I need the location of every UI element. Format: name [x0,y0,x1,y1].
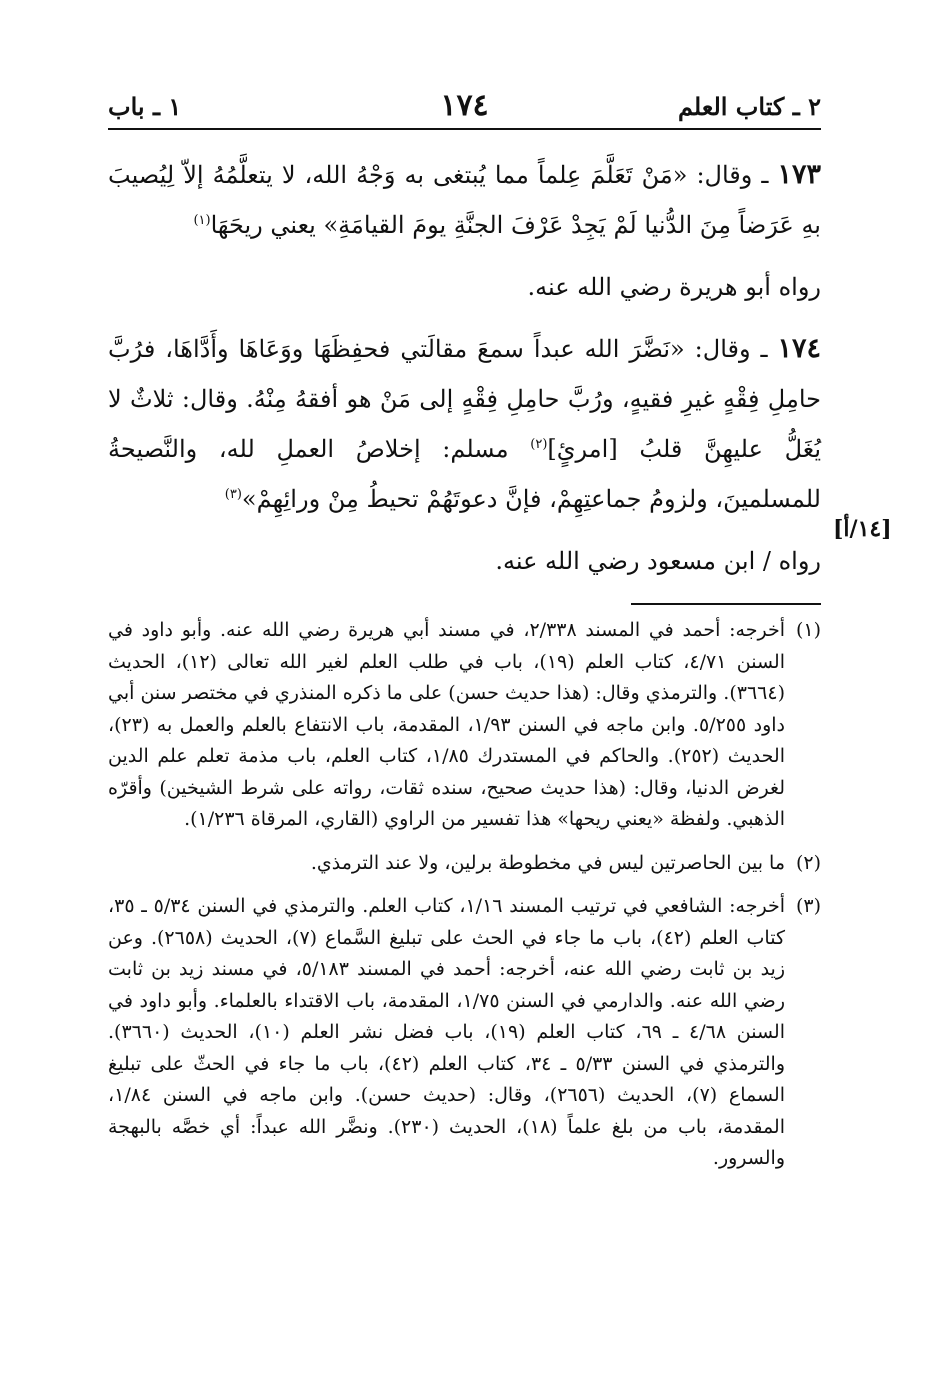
footnote-ref: (١) [193,213,211,228]
hadith-entry-173 [108,150,821,250]
narration-173: رواه أبو هريرة رضي الله عنه. [527,273,821,301]
footnote-2 [108,848,821,880]
footnote-text: ما بين الحاصرتين ليس في مخطوطة برلين، ولا عند الترمذي. [310,851,785,874]
footnote-text: أخرجه: الشافعي في ترتيب المسند ١/١٦، كتاب العلم. والترمذي في السنن ٥/٣٤ ـ ٣٥، كتاب العلم (٤٢)، باب ما جاء في الحث على تبليغ السَّماع (٧)، الحديث (٢٦٥٨). وعن زيد بن ثابت رضي الله عنه، أخرجه: أحمد في المسند ٥/١٨٣، في مسند زيد بن ثابت رضي الله عنه. والدارمي في السنن ١/٧٥، المقدمة، باب الاقتداء بالعلماء. وأبو داود في السنن ٤/٦٨ ـ ٦٩، كتاب العلم (١٩)، باب فضل نشر العلم (١٠)، الحديث (٣٦٦٠). والترمذي في السنن ٥/٣٣ ـ ٣٤، كتاب العلم (٤٢)، باب ما جاء في الحثّ على تبليغ السماع (٧)، الحديث (٢٦٥٦)، وقال: (حديث حسن). وابن ماجه في السنن ١/٨٤، المقدمة، باب من بلغ علماً (١٨)، الحديث (٢٣٠). ونضَّر الله عبداً: أي خصَّه بالبهجة والسرور. [108,895,786,1169]
footnote-number: (١) [795,619,821,641]
footnote-1 [108,615,821,836]
manuscript-folio-marker: [١٤/أ] [833,516,892,542]
hadith-text-continued: مسلم: إخلاصُ العملِ لله، والنَّصيحةُ للمسلمينَ، ولزومُ جماعتِهِمْ، فإنَّ دعوتَهُمْ تحيطُ مِنْ ورائِهِمْ» [108,435,821,513]
footnote-number: (٢) [795,851,821,874]
hadith-entry-174 [108,324,821,524]
footnote-number: (٣) [795,895,821,917]
page-number: ١٧٤ [440,88,489,123]
narration-174: رواه / ابن مسعود رضي الله عنه. [495,547,821,575]
hadith-number: ١٧٣ [777,159,821,190]
footnotes [108,615,821,1187]
footnote-3 [108,891,821,1175]
footnote-separator [631,603,821,605]
footnote-ref: (٣) [224,487,242,502]
main-text [108,150,821,598]
footnote-ref: (٢) [530,437,548,452]
section-title: ١ ـ باب [108,92,182,121]
footnote-text: أخرجه: أحمد في المسند ٢/٣٣٨، في مسند أبي هريرة رضي الله عنه. وأبو داود في السنن ٤/٧١، كتاب العلم (١٩)، باب في طلب العلم لغير الله تعالى (١٢)، الحديث (٣٦٦٤). والترمذي وقال: (هذا حديث حسن) على ما ذكره المنذري في مختصر سنن أبي داود ٥/٢٥٥. وابن ماجه في السنن ١/٩٣، المقدمة، باب الانتفاع بالعلم والعمل به (٢٣)، الحديث (٢٥٢). والحاكم في المستدرك ١/٨٥، كتاب العلم، باب مذمة تعلم علم الدين لغرض الدنيا، وقال: (هذا حديث صحيح، سنده ثقات، رواته على شرط الشيخين) وأقرّه الذهبي. ولفظة «يعني ريحها» هذا تفسير من الراوي (القاري، المرقاة ١/٢٣٦). [108,619,785,830]
hadith-number: ١٧٤ [777,333,821,364]
hadith-text: ـ وقال: «نَضَّرَ الله عبداً سمعَ مقالَتي فحفِظَهَا ووَعَاهَا وأَدَّاهَا، فرُبَّ حامِلِ فِقْهٍ غيرِ فقيهٍ، ورُبَّ حامِلِ فِقْهٍ إلى مَنْ هو أفقهُ مِنْهُ. وقال: ثلاثٌ لا يُغَلُّ عليهِنَّ قلبُ [امرئٍ] [108,335,822,463]
hadith-text: ـ وقال: «مَنْ تَعَلَّمَ عِلماً مما يُبتغى به وَجْهُ الله، لا يتعلَّمُهُ إلاّ لِيُصيبَ بهِ عَرَضاً مِنَ الدُّنيا لَمْ يَجِدْ عَرْفَ الجنَّةِ يومَ القيامَةِ» يعني ريحَهَا [108,161,821,239]
chapter-title: ٢ ـ كتاب العلم [677,92,821,121]
running-header [108,88,821,130]
